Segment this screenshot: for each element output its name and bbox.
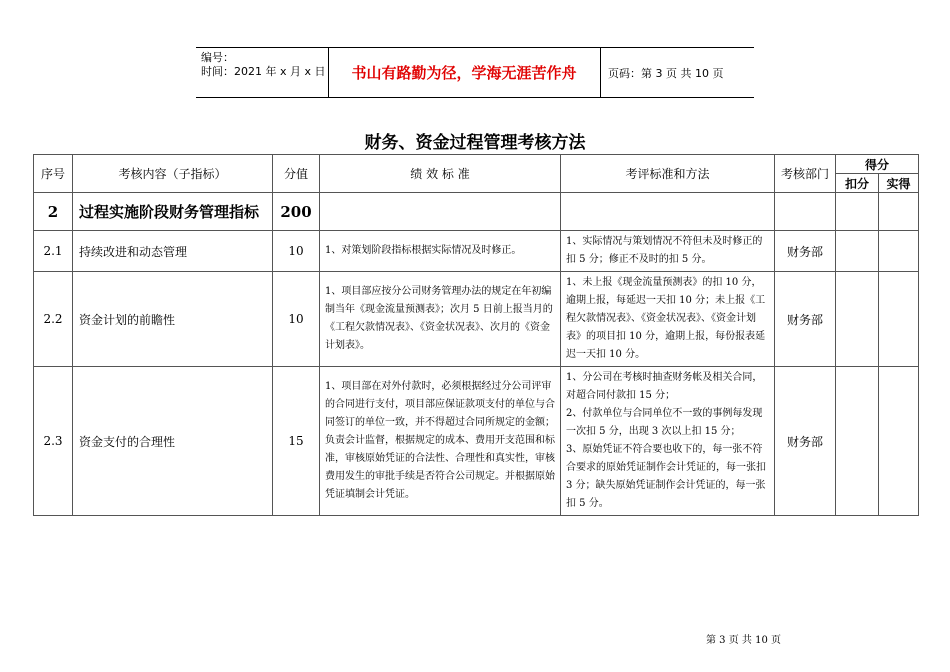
section-content: 过程实施阶段财务管理指标 [73,193,273,231]
section-seq: 2 [34,193,73,231]
row-score: 15 [273,367,320,516]
row-standard: 1、项目部在对外付款时，必须根据经过分公司评审的合同进行支付，项目部应保证款项支付的单位与合同签订的单位一致，并不得超过合同所规定的金额；负责会计监督，根据规定的成本、费用开支范围和标准，审核原始凭证的合法性、合理性和真实性，审核费用发生的审批手续是否符合公司规定。并根据原始凭证填制会计凭证。 [320,367,561,516]
row-method: 1、未上报《现金流量预测表》的扣 10 分，逾期上报，每延迟一天扣 10 分；未上报《工程欠款情况表》、《资金状况表》、《资金计划表》的项目扣 10 分，逾期上报，每份报表延迟一天扣 10 分。 [561,272,775,367]
header-page-number: 页码：第 3 页 共 10 页 [608,66,724,80]
row-method: 1、分公司在考核时抽查财务帐及相关合同，对超合同付款扣 15 分； 2、付款单位与合同单位不一致的事例每发现一次扣 5 分，出现 3 次以上扣 15 分； 3、原始凭证不符合要也收下的，每一张不符合要求的原始凭证制作会计凭证的，每一张扣 3 分；缺失原始凭证制作会计凭证的，每一张扣 5 分。 [561,367,775,516]
table-row [34,367,919,516]
row-seq: 2.1 [34,231,73,272]
serial-label: 编号： [201,51,234,64]
section-row [34,193,919,231]
row-dept: 财务部 [775,231,836,272]
row-dept: 财务部 [775,272,836,367]
row-content: 资金支付的合理性 [73,367,273,516]
table-row [34,231,919,272]
row-seq: 2.2 [34,272,73,367]
time-label: 时间：2021 年 x 月 x 日 [201,65,326,78]
page-header [196,47,754,98]
row-dept: 财务部 [775,367,836,516]
header-dept: 考核部门 [775,155,836,193]
row-method: 1、实际情况与策划情况不符但未及时修正的扣 5 分；修正不及时的扣 5 分。 [561,231,775,272]
table-row [34,272,919,367]
header-actual: 实得 [879,174,919,193]
row-content: 持续改进和动态管理 [73,231,273,272]
row-standard: 1、项目部应按分公司财务管理办法的规定在年初编制当年《现金流量预测表》；次月 5 日前上报当月的《工程欠款情况表》、《资金状况表》、次月的《资金计划表》。 [320,272,561,367]
header-divider [600,48,601,97]
document-title: 财务、资金过程管理考核方法 [364,133,586,153]
header-standard: 绩 效 标 准 [320,155,561,193]
row-score: 10 [273,231,320,272]
header-left [201,51,326,79]
header-content: 考核内容（子指标） [73,155,273,193]
header-motto: 书山有路勤为径，学海无涯苦作舟 [351,64,577,82]
assessment-table [33,154,919,516]
row-score: 10 [273,272,320,367]
header-seq: 序号 [34,155,73,193]
header-score: 分值 [273,155,320,193]
row-content: 资金计划的前瞻性 [73,272,273,367]
row-seq: 2.3 [34,367,73,516]
header-deduct: 扣分 [836,174,879,193]
header-method: 考评标准和方法 [561,155,775,193]
section-score: 200 [273,193,320,231]
header-points: 得分 [836,155,919,174]
page-footer: 第 3 页 共 10 页 [706,635,781,646]
row-standard: 1、对策划阶段指标根据实际情况及时修正。 [320,231,561,272]
